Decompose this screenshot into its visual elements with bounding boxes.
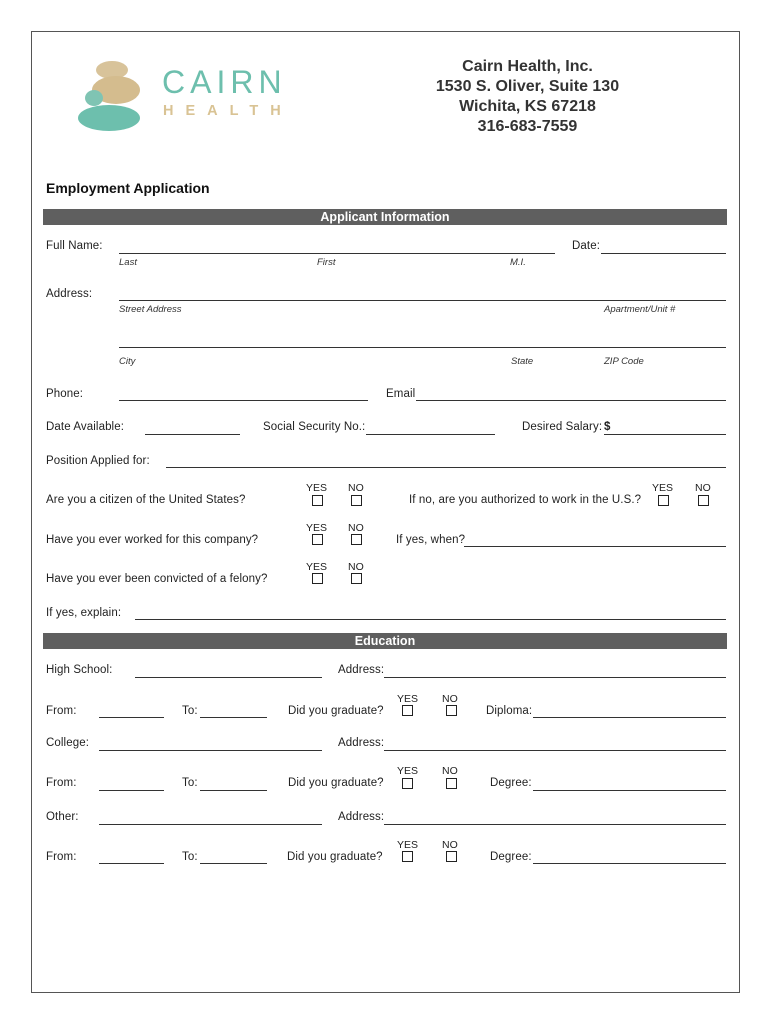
- salary-field[interactable]: [604, 434, 726, 435]
- logo-stone-small: [85, 90, 103, 106]
- felony-yes-checkbox[interactable]: [312, 573, 323, 584]
- authorized-question: If no, are you authorized to work in the U.S.?: [409, 494, 642, 506]
- other-degree-label: Degree:: [490, 851, 532, 863]
- date-label: Date:: [572, 240, 600, 252]
- explain-label: If yes, explain:: [46, 607, 122, 619]
- other-from-field[interactable]: [99, 863, 164, 864]
- form-page: [31, 31, 740, 993]
- hs-to-field[interactable]: [200, 717, 267, 718]
- citizen-yes-label: YES: [306, 482, 328, 494]
- college-graduate-question: Did you graduate?: [288, 777, 384, 789]
- date-available-field[interactable]: [145, 434, 240, 435]
- hs-from-label: From:: [46, 705, 77, 717]
- other-from-label: From:: [46, 851, 77, 863]
- form-title: Employment Application: [46, 180, 210, 196]
- other-address-label: Address:: [338, 811, 385, 823]
- company-info: [415, 57, 640, 137]
- diploma-field[interactable]: [533, 717, 726, 718]
- authorized-no-label: NO: [695, 482, 711, 494]
- state-sublabel: State: [511, 356, 534, 367]
- worked-no-checkbox[interactable]: [351, 534, 362, 545]
- position-field[interactable]: [166, 467, 726, 468]
- street-address-field[interactable]: [119, 300, 726, 301]
- cairn-stones-logo: [76, 58, 156, 133]
- city-state-zip-field[interactable]: [119, 347, 726, 348]
- high-school-label: High School:: [46, 664, 113, 676]
- college-degree-field[interactable]: [533, 790, 726, 791]
- college-degree-label: Degree:: [490, 777, 532, 789]
- full-name-field[interactable]: [119, 253, 555, 254]
- college-field[interactable]: [99, 750, 322, 751]
- other-field[interactable]: [99, 824, 322, 825]
- company-city: Wichita, KS 67218: [459, 98, 596, 115]
- college-address-label: Address:: [338, 737, 385, 749]
- authorized-yes-checkbox[interactable]: [658, 495, 669, 506]
- when-label: If yes, when?: [396, 534, 466, 546]
- citizen-yes-checkbox[interactable]: [312, 495, 323, 506]
- salary-label: Desired Salary:: [522, 421, 603, 433]
- other-yes-checkbox[interactable]: [402, 851, 413, 862]
- other-address-field[interactable]: [384, 824, 726, 825]
- hs-address-field[interactable]: [384, 677, 726, 678]
- college-no-checkbox[interactable]: [446, 778, 457, 789]
- hs-graduate-question: Did you graduate?: [288, 705, 384, 717]
- when-field[interactable]: [464, 546, 726, 547]
- position-label: Position Applied for:: [46, 455, 150, 467]
- college-label: College:: [46, 737, 89, 749]
- college-yes-checkbox[interactable]: [402, 778, 413, 789]
- high-school-field[interactable]: [135, 677, 322, 678]
- hs-from-field[interactable]: [99, 717, 164, 718]
- authorized-yes-label: YES: [652, 482, 674, 494]
- college-to-label: To:: [182, 777, 198, 789]
- logo-wordmark-cairn: CAIRN: [162, 64, 287, 100]
- address-label: Address:: [46, 288, 93, 300]
- college-from-label: From:: [46, 777, 77, 789]
- worked-question: Have you ever worked for this company?: [46, 534, 259, 546]
- dollar-sign: $: [604, 421, 611, 433]
- explain-field[interactable]: [135, 619, 726, 620]
- felony-no-label: NO: [348, 561, 364, 573]
- ssn-label: Social Security No.:: [263, 421, 366, 433]
- worked-yes-checkbox[interactable]: [312, 534, 323, 545]
- section-header-applicant: Applicant Information: [43, 209, 727, 225]
- hs-yes-label: YES: [397, 693, 419, 705]
- mi-sublabel: M.I.: [510, 257, 526, 268]
- hs-to-label: To:: [182, 705, 198, 717]
- last-sublabel: Last: [119, 257, 137, 268]
- authorized-no-checkbox[interactable]: [698, 495, 709, 506]
- other-graduate-question: Did you graduate?: [287, 851, 383, 863]
- other-to-field[interactable]: [200, 863, 267, 864]
- city-sublabel: City: [119, 356, 136, 367]
- hs-address-label: Address:: [338, 664, 385, 676]
- phone-field[interactable]: [119, 400, 368, 401]
- college-address-field[interactable]: [384, 750, 726, 751]
- company-street: 1530 S. Oliver, Suite 130: [435, 78, 620, 95]
- other-yes-label: YES: [397, 839, 419, 851]
- other-no-label: NO: [442, 839, 458, 851]
- email-field[interactable]: [416, 400, 726, 401]
- felony-question: Have you ever been convicted of a felony?: [46, 573, 268, 585]
- college-yes-label: YES: [397, 765, 419, 777]
- full-name-label: Full Name:: [46, 240, 103, 252]
- other-degree-field[interactable]: [533, 863, 726, 864]
- other-to-label: To:: [182, 851, 198, 863]
- hs-yes-checkbox[interactable]: [402, 705, 413, 716]
- date-available-label: Date Available:: [46, 421, 125, 433]
- diploma-label: Diploma:: [486, 705, 533, 717]
- college-from-field[interactable]: [99, 790, 164, 791]
- worked-yes-label: YES: [306, 522, 328, 534]
- hs-no-label: NO: [442, 693, 458, 705]
- citizen-question: Are you a citizen of the United States?: [46, 494, 246, 506]
- citizen-no-label: NO: [348, 482, 364, 494]
- company-phone: 316-683-7559: [477, 118, 578, 135]
- street-sublabel: Street Address: [119, 304, 182, 315]
- zip-sublabel: ZIP Code: [604, 356, 644, 367]
- company-name: Cairn Health, Inc.: [462, 58, 593, 75]
- date-field[interactable]: [601, 253, 726, 254]
- felony-yes-label: YES: [306, 561, 328, 573]
- ssn-field[interactable]: [366, 434, 495, 435]
- email-label: Email: [386, 388, 416, 400]
- logo-wordmark-health: HEALTH: [163, 103, 293, 119]
- other-no-checkbox[interactable]: [446, 851, 457, 862]
- apt-sublabel: Apartment/Unit #: [604, 304, 676, 315]
- felony-no-checkbox[interactable]: [351, 573, 362, 584]
- section-header-education: Education: [43, 633, 727, 649]
- logo-stone-bottom: [78, 105, 140, 131]
- college-to-field[interactable]: [200, 790, 267, 791]
- phone-label: Phone:: [46, 388, 84, 400]
- other-label: Other:: [46, 811, 79, 823]
- first-sublabel: First: [317, 257, 336, 268]
- college-no-label: NO: [442, 765, 458, 777]
- worked-no-label: NO: [348, 522, 364, 534]
- hs-no-checkbox[interactable]: [446, 705, 457, 716]
- citizen-no-checkbox[interactable]: [351, 495, 362, 506]
